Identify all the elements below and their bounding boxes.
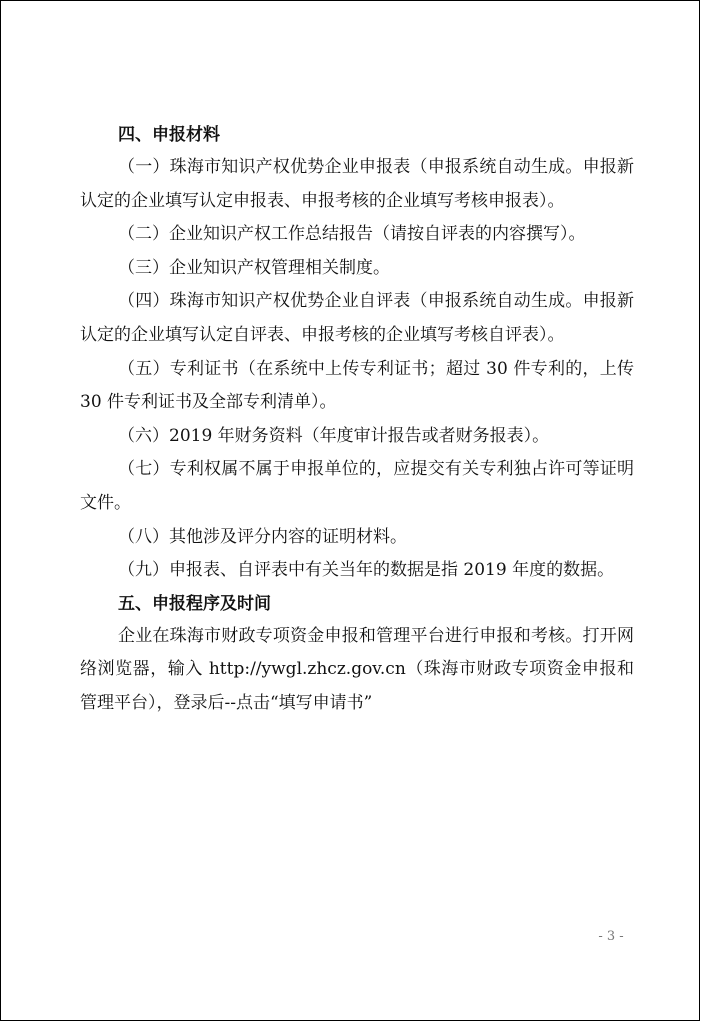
section-4-item-4: （四）珠海市知识产权优势企业自评表（申报系统自动生成。申报新认定的企业填写认定自评表、申报考核的企业填写考核自评表）。	[80, 291, 634, 345]
section-4-item-1: （一）珠海市知识产权优势企业申报表（申报系统自动生成。申报新认定的企业填写认定申报表、申报考核的企业填写考核申报表）。	[80, 157, 634, 211]
document-body	[80, 119, 634, 721]
page-number: - 3 -	[598, 929, 624, 944]
section-4-item-7: （七）专利权属不属于申报单位的，应提交有关专利独占许可等证明文件。	[80, 459, 634, 513]
section-4-item-6: （六）2019 年财务资料（年度审计报告或者财务报表）。	[118, 425, 550, 446]
section-4-item-2: （二）企业知识产权工作总结报告（请按自评表的内容撰写）。	[118, 224, 586, 245]
section-5-heading: 五、申报程序及时间	[118, 593, 271, 614]
section-4-item-8: （八）其他涉及评分内容的证明材料。	[118, 526, 407, 547]
section-4-heading: 四、申报材料	[118, 125, 220, 145]
section-4-item-9: （九）申报表、自评表中有关当年的数据是指 2019 年度的数据。	[118, 560, 615, 581]
section-5-paragraph: 企业在珠海市财政专项资金申报和管理平台进行申报和考核。打开网络浏览器，输入 http://ywgl.zhcz.gov.cn（珠海市财政专项资金申报和管理平台），登录后--点击“填写申请书”	[80, 625, 634, 713]
section-4-item-5: （五）专利证书（在系统中上传专利证书；超过 30 件专利的，上传 30 件专利证书及全部专利清单）。	[80, 358, 634, 413]
section-4-item-3: （三）企业知识产权管理相关制度。	[118, 257, 390, 278]
